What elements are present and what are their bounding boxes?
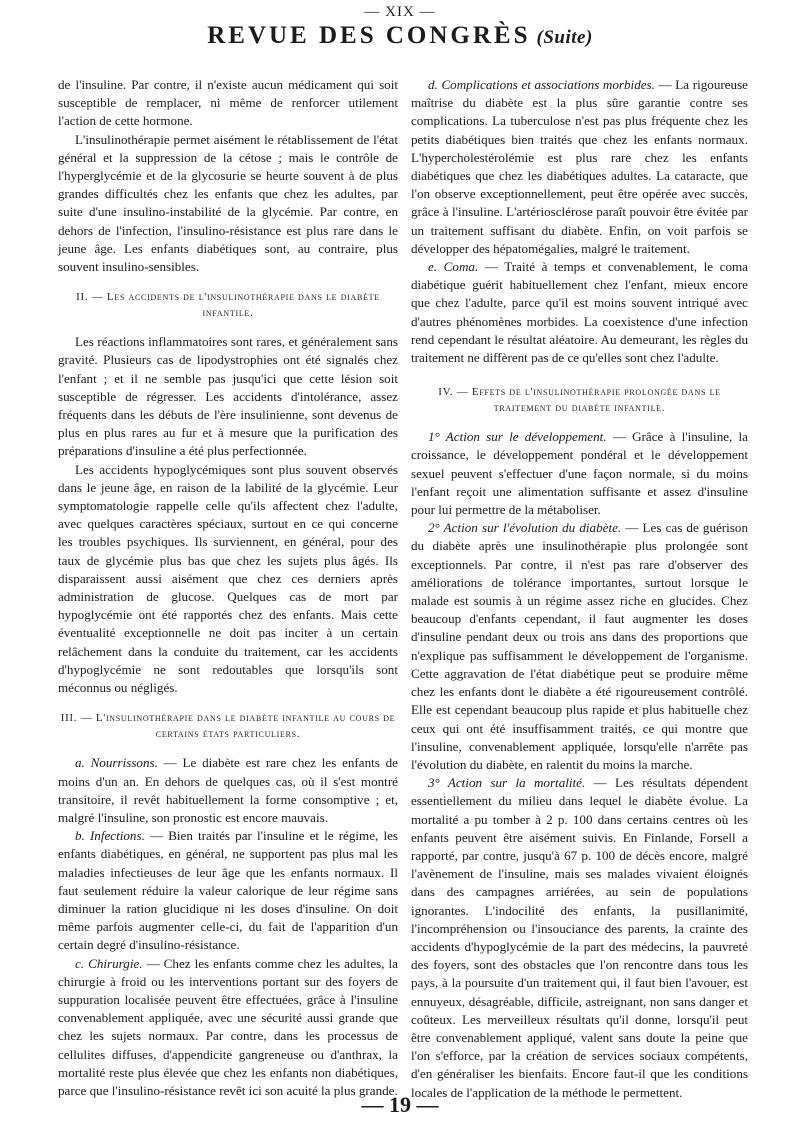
paragraph-lead: d. Complications et associations morbides. bbox=[428, 77, 655, 92]
section-heading-text: IV. — Effets de l'insulinothérapie prolongée dans le traitement du diabète infantile. bbox=[438, 386, 721, 414]
paragraph-text: — Les cas de guérison du diabète après une insulinothérapie plus prolongée sont exceptionnels. Par contre, il n'est pas rare d'observer des améliorations de tolérance importantes, surtout lorsque le malade est soumis à un régime assez riche en glucides. Chez beaucoup d'enfants cependant, il faut augmenter les doses d'insuline pendant deux ou trois ans dans des proportions que n'explique pas suffisamment le développement de l'organisme. Cette aggravation de l'état diabétique peut se produire même chez les enfants dont le diabète a été rigoureusement contrôlé. Elle est cependant beaucoup plus rapide et plus habituelle chez ceux qui ont été insuffisamment traités, ce qui montre que l'insuline, convenablement appliquée, lorsqu'elle n'arrête pas l'évolution du diabète, en ralentit du moins la marche. bbox=[411, 520, 748, 772]
page-number-roman: — XIX — bbox=[364, 4, 436, 20]
paragraph-lead: b. Infections. bbox=[75, 828, 145, 844]
paragraph-lead: e. Coma. bbox=[428, 259, 479, 275]
paragraph bbox=[411, 519, 748, 774]
paragraph-text: — La rigoureuse maîtrise du diabète est la plus sûre garantie contre ses complications. La tuberculose n'est pas plus fréquente chez les petits diabétiques bien traités que chez les enfants normaux. L'hypercholestérolémie est plus rare chez les enfants diabétiques que chez les diabétiques adultes. La cataracte, que l'on observe exceptionnellement, peut être opérée avec succès, grâce à l'insuline. L'artériosclérose paraît pouvoir être évitée par un traitement suffisant du diabète. Enfin, on voit parfois se développer des hépatomégalies, malgré le traitement. bbox=[411, 77, 748, 256]
section-heading-text: III. — L'insulinothérapie dans le diabète infantile au cours de certains états particuliers. bbox=[60, 712, 396, 740]
paragraph bbox=[411, 428, 748, 519]
paragraph-text: Les accidents hypoglycémiques sont plus souvent observés dans le jeune âge, en raison de la labilité de la glycémie. Leur symptomatologie rappelle celle qu'ils affectent chez l'adulte, avec quelques caractères spéciaux, surtout en ce qui concerne les troubles psychiques. Ils surviennent, en général, pour des taux de glycémie plus bas que chez les sujets plus âgés. Ils disparaissent aussi aisément que chez ces derniers après administration de glucose. Quelques cas de mort par hypoglycémie ont été rapportés chez des enfants. Mais cette éventualité exceptionnelle ne doit pas inciter à un certain relâchement dans la conduite du traitement, car les accidents d'hypoglycémie ne sont redoutables que lorsqu'ils sont méconnus ou négligés. bbox=[58, 461, 398, 696]
paragraph-text: Les réactions inflammatoires sont rares, et généralement sans gravité. Plusieurs cas de lipodystrophies ont été signalés chez l'enfant ; et il ne semble pas jusqu'ici que cette lésion soit susceptible de régresser. Les accidents d'intolérance, assez fréquents dans les débuts de l'ère insulinienne, sont devenus de plus en plus rares au fur et à mesure que la purification des préparations d'insuline a été plus perfectionnée. bbox=[58, 334, 398, 459]
left-column bbox=[58, 76, 398, 1100]
paragraph-text: — Les résultats dépendent essentiellement du milieu dans lequel le diabète évolue. La mortalité a pu tomber à 2 p. 100 dans certains centres où les enfants peuvent être aisément suivis. En Finlande, Forsell a rapporté, par contre, jusqu'à 67 p. 100 de décès encore, malgré l'avènement de l'insuline, mais ses malades vivaient éloignés dans des campagnes arriérées, au sein de populations ignorantes. L'indocilité des enfants, la pusillanimité, l'incompréhension ou l'insouciance des parents, la crainte des accidents d'hypoglycémie de la part des médecins, la pauvreté des foyers, sont des obstacles que l'on rencontre dans tous les pays, à la poursuite d'un traitement qui, il faut bien l'avouer, est ennuyeux, désagréable, difficile, astreignant, non sans danger et coûteux. Les merveilleux résultats qu'il donne, lorsqu'il peut être convenablement appliqué, valent sans doute la peine que l'on s'efforce, par la création de services sociaux compétents, d'en généraliser les bienfaits. Encore faut-il que les conditions locales de l'application de la méthode le permettent. bbox=[411, 775, 748, 1100]
section-heading bbox=[411, 385, 748, 416]
paragraph bbox=[58, 754, 398, 827]
paragraph bbox=[58, 827, 398, 954]
paragraph-lead: c. Chirurgie. bbox=[75, 955, 143, 971]
paragraph bbox=[411, 258, 748, 367]
page-number: — 19 — bbox=[361, 1092, 439, 1117]
paragraph bbox=[411, 76, 748, 258]
paragraph-text: de l'insuline. Par contre, il n'existe aucun médicament qui soit susceptible de remplacer, ni même de renforcer utilement l'action de cette hormone. bbox=[58, 77, 398, 129]
paragraph bbox=[58, 461, 398, 698]
paragraph-text: — Bien traités par l'insuline et le régime, les enfants diabétiques, en général, ne supportent pas plus mal les maladies infectieuses de leur âge que les enfants normaux. Il faut seulement réduire la valeur calorique de leur régime sans diminuer la ration glucidique ni les doses d'insuline. On doit même parfois augmenter celle-ci, du fait de l'apparition d'un certain degré d'insulino-résistance. bbox=[58, 828, 398, 953]
section-heading bbox=[58, 290, 398, 321]
paragraph-text: — Chez les enfants comme chez les adultes, la chirurgie à froid ou les interventions portant sur des foyers de suppuration localisée peuvent être effectuées, grâce à l'insuline convenablement appliquée, avec une sécurité aussi grande que chez les sujets normaux. Par contre, dans les processus de cellulites diffuses, d'appendicite gangreneuse ou d'anthrax, la mortalité reste plus élevée que chez les enfants non diabétiques, parce que l'insulino-résistance revêt ici son acuité la plus grande. bbox=[58, 955, 398, 1098]
paragraph-lead: 2° Action sur l'évolution du diabète. bbox=[428, 520, 622, 536]
paragraph bbox=[58, 333, 398, 460]
paragraph bbox=[411, 774, 748, 1102]
paragraph-lead: 1° Action sur le développement. bbox=[428, 429, 607, 445]
paragraph bbox=[58, 955, 398, 1101]
title-suite: (Suite) bbox=[536, 27, 593, 48]
journal-title: REVUE DES CONGRÈS bbox=[207, 22, 531, 49]
right-column bbox=[411, 76, 748, 1102]
paragraph-text: L'insulinothérapie permet aisément le rétablissement de l'état général et la suppression de la cétose ; mais le contrôle de l'hyperglycémie et de la glycosurie se heurte souvent à de plus grandes difficultés chez les enfants que chez les adultes, par suite d'une insulino-instabilité de la glycémie. Par contre, en dehors de l'infection, l'insulino-résistance est plus rare dans le jeune âge. Les enfants diabétiques sont, au contraire, plus souvent insulino-sensibles. bbox=[58, 131, 398, 275]
page-title bbox=[0, 22, 800, 50]
paragraph bbox=[58, 131, 398, 277]
paragraph bbox=[58, 76, 398, 131]
section-heading-text: II. — Les accidents de l'insulinothérapie dans le diabète infantile. bbox=[76, 291, 380, 319]
paragraph-lead: 3° Action sur la mortalité. bbox=[428, 775, 586, 791]
section-heading bbox=[58, 711, 398, 742]
paragraph-lead: a. Nourrissons. bbox=[75, 755, 158, 771]
paragraph-text: — Le diabète est rare chez les enfants de moins d'un an. En dehors de quelques cas, où il s'est montré transitoire, il revêt habituellement la forme consomptive ; et, malgré l'insuline, son pronostic est encore mauvais. bbox=[58, 755, 398, 825]
paragraph-text: — Traité à temps et convenablement, le coma diabétique guérit habituellement chez l'enfant, mieux encore que chez l'adulte, parce qu'il est moins souvent intriqué avec d'autres phénomènes morbides. La coexistence d'une infection rend cependant le résultat aléatoire. Au demeurant, les règles du traitement ne diffèrent pas de ce qu'elles sont chez l'adulte. bbox=[411, 259, 748, 366]
paragraph-text: — Grâce à l'insuline, la croissance, le développement pondéral et le développement sexuel peuvent s'effectuer d'une façon normale, si du moins l'enfant reçoit une alimentation suffisante et assez d'insuline pour lui permettre de la métaboliser. bbox=[411, 429, 748, 518]
